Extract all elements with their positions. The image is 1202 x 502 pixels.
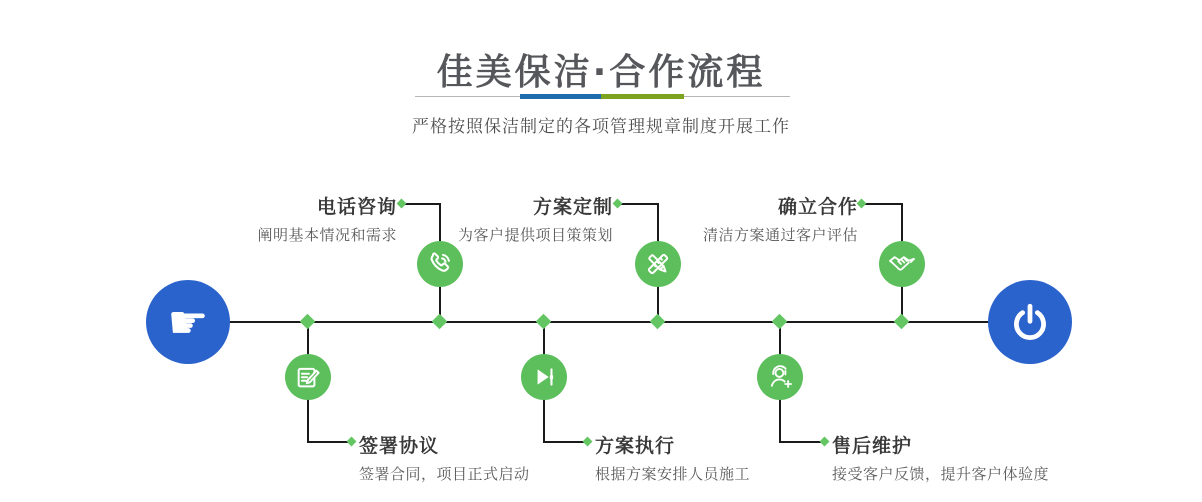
step5-desc: 根据方案安排人员施工 (595, 465, 751, 483)
connector-horizontal-step3 (864, 203, 903, 205)
connector-horizontal-step4 (307, 441, 351, 443)
label-diamond-step3 (857, 199, 867, 209)
step1-circle (417, 241, 463, 287)
junction-diamond-6 (894, 314, 910, 330)
junction-diamond-1 (300, 314, 316, 330)
step2-title: 方案定制 (532, 196, 613, 218)
step3-label (611, 192, 858, 245)
step4-title: 签署协议 (359, 435, 440, 457)
power-icon (1008, 300, 1052, 344)
step3-desc: 清洁方案通过客户评估 (702, 226, 858, 244)
step4-circle (285, 354, 331, 400)
page-subtitle: 严格按照保洁制定的各项管理规章制度开展工作 (412, 117, 790, 137)
junction-diamond-2 (432, 314, 448, 330)
step5-circle (521, 354, 567, 400)
end-endpoint (988, 280, 1072, 364)
label-diamond-step4 (347, 437, 357, 447)
play-next-icon (530, 363, 558, 391)
pointing-hand-icon: ☛ (167, 295, 209, 349)
title-divider-green-segment (601, 94, 684, 99)
step5-title: 方案执行 (595, 435, 676, 457)
pencil-ruler-icon (644, 250, 672, 278)
step3-title: 确立合作 (777, 196, 858, 218)
step6-circle (757, 354, 803, 400)
start-endpoint (146, 280, 230, 364)
step5-label (595, 431, 855, 484)
step2-desc: 为客户提供项目策策划 (457, 226, 613, 244)
junction-diamond-3 (536, 314, 552, 330)
step4-desc: 签署合同，项目正式启动 (359, 465, 530, 483)
headset-plus-icon (766, 363, 794, 391)
step4-label (359, 431, 619, 484)
step6-title: 售后维护 (832, 435, 913, 457)
step1-desc: 阐明基本情况和需求 (257, 226, 397, 244)
junction-diamond-5 (772, 314, 788, 330)
step2-circle (635, 241, 681, 287)
title-divider-blue-segment (520, 94, 601, 99)
step3-circle (879, 241, 925, 287)
step6-desc: 接受客户反馈，提升客户体验度 (832, 465, 1050, 483)
page-title: 佳美保洁·合作流程 (436, 52, 766, 93)
step1-title: 电话咨询 (316, 196, 397, 218)
step1-label (150, 192, 397, 245)
document-pen-icon (294, 363, 322, 391)
step6-label (832, 431, 1122, 484)
junction-diamond-4 (650, 314, 666, 330)
handshake-icon (887, 249, 917, 279)
step2-label (366, 192, 613, 245)
phone-call-icon (426, 250, 454, 278)
